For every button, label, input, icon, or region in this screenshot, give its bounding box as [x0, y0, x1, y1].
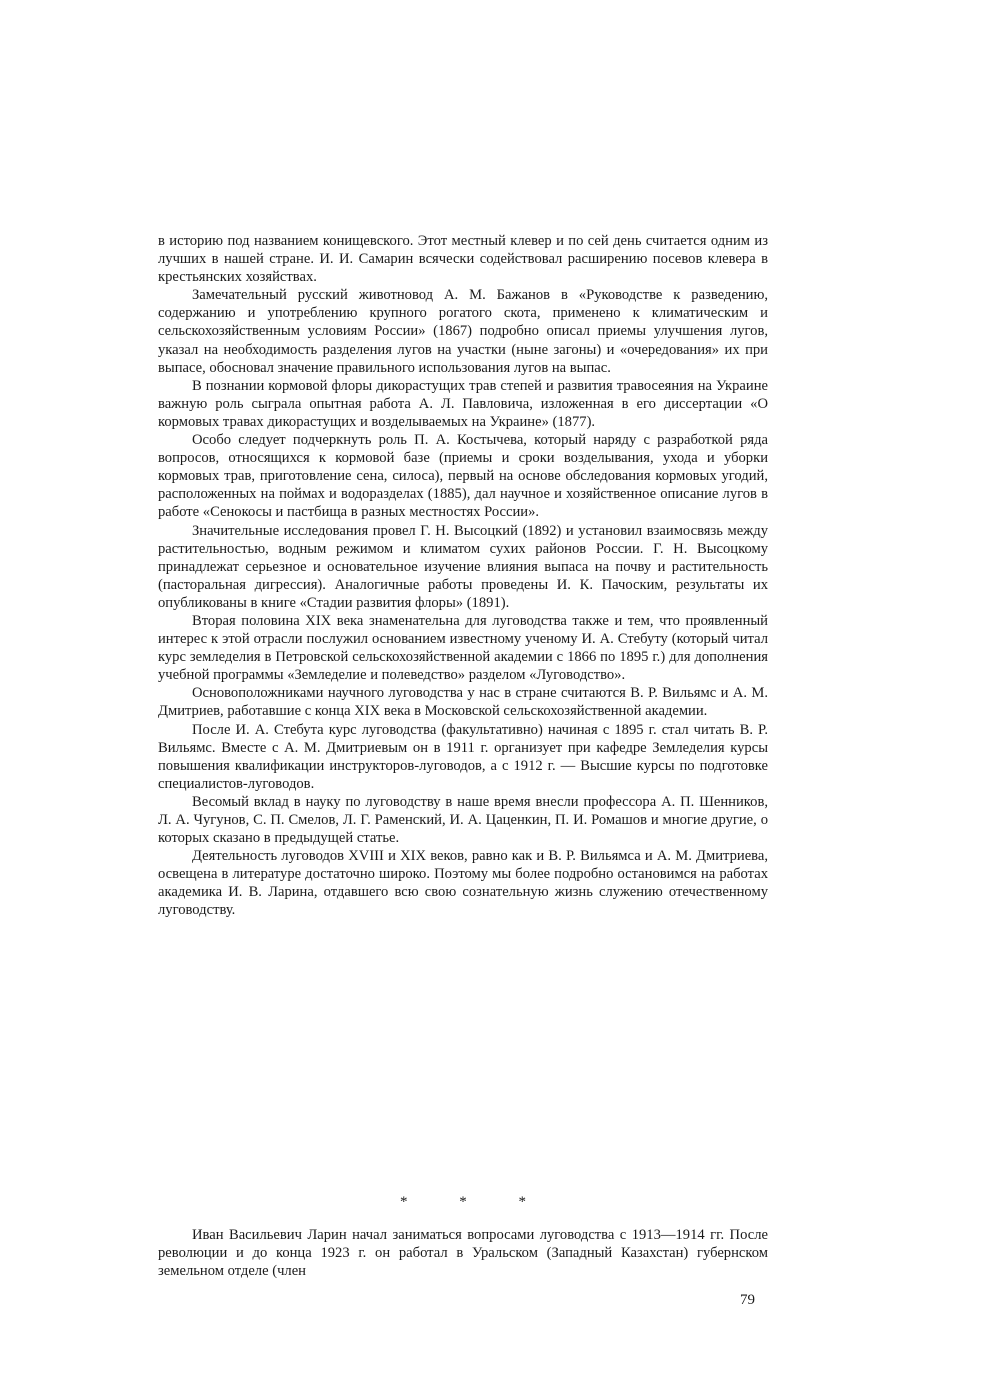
paragraph-8: После И. А. Стебута курс луговодства (факультативно) начиная с 1895 г. стал читать В. Р. Вильямс. Вместе с А. М. Дмитриевым он в 1911 г. организует при кафедре Земледелия курсы повышения квалификации инструкторов-луговодов, а с 1912 г. — Высшие курсы по подготовке специалистов-луговодов. [158, 721, 768, 792]
paragraph-7: Основоположниками научного луговодства у нас в стране считаются В. Р. Вильямс и А. М. Дмитриев, работавшие с конца XIX века в Московской сельскохозяйственной академии. [158, 685, 768, 720]
paragraph-2: Замечательный русский животновод А. М. Бажанов в «Руководстве к разведению, содержанию и употреблению крупного рогатого скота, применено к климатическим и сельскохозяйственным условиям России» (1867) подробно описал приемы улучшения лугов, указал на необходимость разделения лугов на участки (ныне загоны) и «очередования» их при выпасе, обосновал значение правильного использования лугов на выпас. [158, 287, 768, 376]
main-text [158, 232, 768, 920]
paragraph-3: В познании кормовой флоры дикорастущих трав степей и развития травосеяния на Украине важную роль сыграла опытная работа А. Л. Павловича, изложенная в его диссертации «О кормовых травах дикорастущих и возделываемых на Украине» (1877). [158, 377, 768, 430]
paragraph-9: Весомый вклад в науку по луговодству в наше время внесли профессора А. П. Шенников, Л. А. Чугунов, С. П. Смелов, Л. Г. Раменский, И. А. Цаценкин, П. И. Ромашов и многие другие, о которых сказано в предыдущей статье. [158, 793, 768, 847]
section-2-paragraph: Иван Васильевич Ларин начал заниматься вопросами луговодства с 1913—1914 гг. После революции и до конца 1923 г. он работал в Уральском (Западный Казахстан) губернском земельном отделе (член [158, 1227, 768, 1280]
paragraph-10: Деятельность луговодов XVIII и XIX веков, равно как и В. Р. Вильямса и А. М. Дмитриева, освещена в литературе достаточно широко. Поэтому мы более подробно остановимся на работах академика И. В. Ларина, отдавшего всю свою сознательную жизнь служению отечественному луговодству. [158, 848, 768, 919]
page-number: 79 [740, 1292, 755, 1308]
section-2-text [158, 1226, 768, 1280]
paragraph-4: Особо следует подчеркнуть роль П. А. Костычева, который наряду с разработкой ряда вопросов, относящихся к кормовой базе (приемы и сроки возделывания, ухода и уборки кормовых трав, приготовление сена, силоса), первый на основе обследования кормовых угодий, расположенных на поймах и водоразделах (1885), дал научное и хозяйственное описание лугов в работе «Сенокосы и пастбища в разных местностях России». [158, 432, 768, 521]
section-separator: * * * [400, 1194, 550, 1210]
paragraph-1: в историю под названием конищевского. Этот местный клевер и по сей день считается одним из лучших в нашей стране. И. И. Самарин всячески содействовал расширению посевов клевера в крестьянских хозяйствах. [158, 233, 768, 286]
paragraph-5: Значительные исследования провел Г. Н. Высоцкий (1892) и установил взаимосвязь между растительностью, водным режимом и климатом сухих районов России. Г. Н. Высоцкому принадлежат серьезное и основательное изучение влияния выпаса на почву и растительность (пасторальная дигрессия). Аналогичные работы проведены И. К. Пачоским, результаты их опубликованы в книге «Стадии развития флоры» (1891). [158, 522, 768, 611]
paragraph-6: Вторая половина XIX века знаменательна для луговодства также и тем, что проявленный интерес к этой отрасли послужил основанием известному ученому И. А. Стебуту (который читал курс земледелия в Петровской сельскохозяйственной академии с 1866 по 1895 г.) для дополнения учебной программы «Земледелие и полеведство» разделом «Луговодство». [158, 612, 768, 684]
